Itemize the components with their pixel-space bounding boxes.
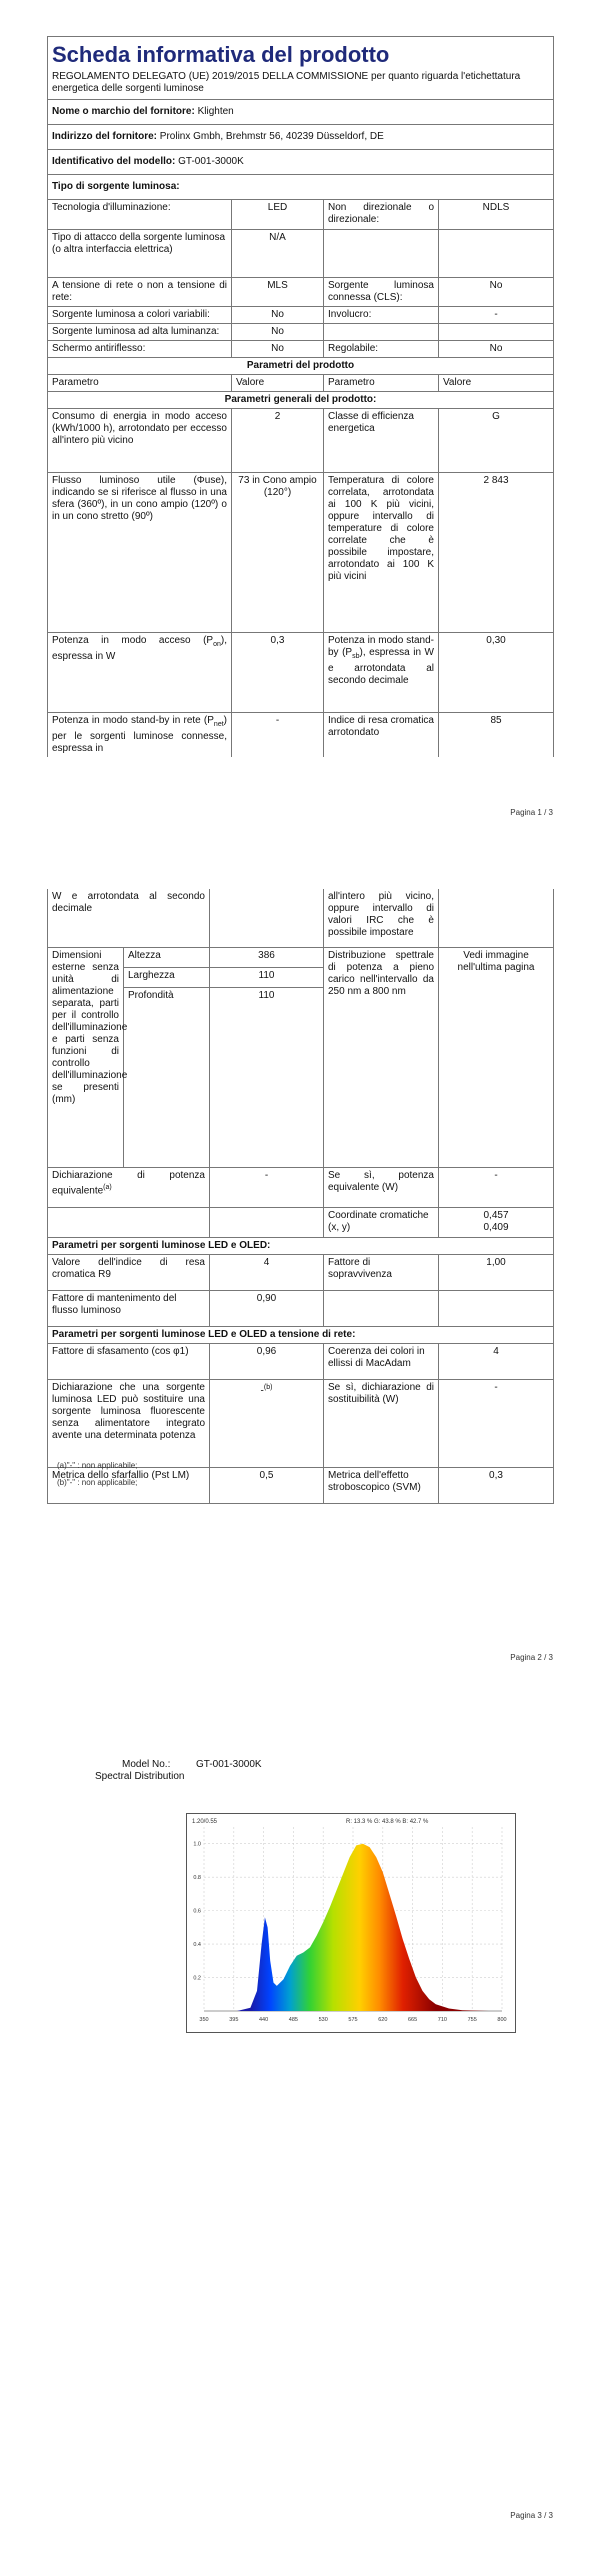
chromaticity-value [439, 1207, 554, 1237]
antiglare-value: No [232, 341, 324, 358]
energy-label: Consumo di energia in modo acceso (kWh/1000 h), arrotondato per eccesso all'intero più vicino [48, 409, 232, 473]
cap-label: Tipo di attacco della sorgente luminosa [52, 232, 226, 243]
dimensions-label: Dimensioni esterne senza unità di alimentazione separata, parti per il controllo dell'illuminazione e parti senza funzioni di controllo dell'illuminazione se presenti (mm) [48, 947, 124, 1167]
dimmable-value: No [439, 341, 554, 358]
spd-label: Distribuzione spettrale di potenza a pieno carico nell'intervallo da 250 nm a 800 nm [324, 947, 439, 1167]
height-label: Altezza [124, 947, 210, 967]
survival-label: Fattore di sopravvivenza [324, 1254, 439, 1290]
replacement-w-value: - [439, 1379, 554, 1467]
maintenance-label: Fattore di mantenimento del flusso luminoso [48, 1290, 210, 1326]
product-info-table-continued [47, 889, 554, 1504]
product-info-table [47, 36, 554, 757]
envelope-value: - [439, 307, 554, 324]
chromaticity-x: 0,457 [483, 1209, 509, 1221]
col-value-2: Valore [439, 375, 554, 392]
source-type-label: Tipo di sorgente luminosa: [48, 175, 554, 200]
regulation-text: REGOLAMENTO DELEGATO (UE) 2019/2015 DELLA COMMISSIONE per quanto riguarda l'etichettatura energetica delle sorgenti luminose [52, 71, 521, 94]
tech-value: LED [232, 200, 324, 230]
col-param-1: Parametro [48, 375, 232, 392]
highlum-value: No [232, 324, 324, 341]
height-value: 386 [210, 947, 324, 967]
depth-label: Profondità [124, 987, 210, 1167]
model-label: Identificativo del modello: [52, 156, 176, 167]
equivalent-w-label: Se sì, potenza equivalente (W) [324, 1167, 439, 1207]
page-number-2: Pagina 2 / 3 [510, 1653, 553, 1662]
x-tick-label: 620 [378, 2017, 388, 2023]
colour-value: No [232, 307, 324, 324]
replacement-value: -$^{(b)}$ [210, 1379, 324, 1467]
led-params-header: Parametri per sorgenti luminose LED e OLED: [48, 1237, 554, 1254]
power-factor-value: 0,96 [210, 1343, 324, 1379]
highlum-label: Sorgente luminosa ad alta luminanza: [48, 324, 232, 341]
flux-label: Flusso luminoso utile (Φuse), indicando se si riferisce al flusso in una sfera (360º), in un cono ampio (120º) o in un cono stretto (90º) [48, 473, 232, 633]
macadam-label: Coerenza dei colori in ellissi di MacAdam [324, 1343, 439, 1379]
cap-label-2: (o altra interfaccia elettrica) [52, 244, 173, 255]
col-value-1: Valore [232, 375, 324, 392]
stroboscopic-value: 0,3 [439, 1467, 554, 1503]
model-no-label: Model No.: [122, 1759, 171, 1770]
replacement-label: Dichiarazione che una sorgente luminosa LED può sostituire una sorgente luminosa fluorescente senza alimentatore integrato avente una determinata potenza [48, 1379, 210, 1467]
x-tick-label: 710 [437, 2017, 447, 2023]
colour-label: Sorgente luminosa a colori variabili: [48, 307, 232, 324]
flicker-label: Metrica dello sfarfallio (Pst LM) [48, 1467, 210, 1503]
spd-value: Vedi immagine nell'ultima pagina [439, 947, 554, 1167]
on-power-value: 0,3 [232, 633, 324, 713]
y-tick-label: 0.4 [193, 1942, 201, 1949]
chart-rgb-ratio: R: 13.3 % G: 43.8 % B: 42.7 % [346, 1819, 429, 1825]
x-tick-label: 575 [348, 2017, 358, 2023]
r9-label: Valore dell'indice di resa cromatica R9 [48, 1254, 210, 1290]
envelope-label: Involucro: [324, 307, 439, 324]
efficiency-class-label: Classe di efficienza energetica [324, 409, 439, 473]
efficiency-class-value: G [439, 409, 554, 473]
supplier-name: Klighten [197, 106, 234, 117]
power-factor-label: Fattore di sfasamento (cos φ1) [48, 1343, 210, 1379]
supplier-name-label: Nome o marchio del fornitore: [52, 106, 195, 117]
energy-value: 2 [232, 409, 324, 473]
network-standby-label-cont: W e arrotondata al secondo decimale [48, 889, 210, 947]
spectral-distribution-label: Spectral Distribution [95, 1771, 185, 1782]
x-tick-label: 440 [259, 2017, 269, 2023]
network-standby-label: Potenza in modo stand-by in rete $(P_{net})$ per le sorgenti luminose connesse, espressa in [48, 713, 232, 758]
width-value: 110 [210, 967, 324, 987]
flicker-value: 0,5 [210, 1467, 324, 1503]
flux-value: 73 in Cono ampio (120°) [232, 473, 324, 633]
cct-value: 2 843 [439, 473, 554, 633]
tech-label: Tecnologia d'illuminazione: [48, 200, 232, 230]
x-tick-label: 485 [288, 2017, 298, 2023]
x-tick-label: 800 [497, 2017, 507, 2023]
x-tick-label: 755 [467, 2017, 477, 2023]
dimmable-label: Regolabile: [324, 341, 439, 358]
network-standby-value: - [232, 713, 324, 758]
standby-power-label: Potenza in modo stand-by $(P_{sb})$, espressa in W e arrotondata al secondo decimale [324, 633, 439, 713]
nondir-label: Non direzionale o direzionale: [324, 200, 439, 230]
x-tick-label: 395 [229, 2017, 239, 2023]
model-id: GT-001-3000K [178, 156, 244, 167]
y-tick-label: 1.0 [193, 1841, 201, 1848]
cap-value: N/A [232, 230, 324, 278]
chart-top-left-note: 1.20/0.55 [192, 1819, 218, 1825]
product-sheet-page-2 [47, 889, 553, 1504]
chromaticity-y: 0,409 [483, 1221, 509, 1233]
survival-value: 1,00 [439, 1254, 554, 1290]
cls-label: Sorgente luminosa connessa (CLS): [324, 278, 439, 307]
page-3 [0, 1705, 603, 2560]
supplier-address-label: Indirizzo del fornitore: [52, 131, 157, 142]
equivalent-power-value: - [210, 1167, 324, 1207]
r9-value: 4 [210, 1254, 324, 1290]
product-sheet-page-1 [47, 36, 553, 757]
footnote-a: (a)"-" : non applicabile; [57, 1461, 138, 1470]
x-tick-label: 665 [408, 2017, 418, 2023]
x-tick-label: 530 [318, 2017, 328, 2023]
cri-label-cont: all'intero più vicino, oppure intervallo di valori IRC che è possibile impostare [324, 889, 439, 947]
y-tick-label: 0.2 [193, 1975, 201, 1982]
on-power-label: Potenza in modo acceso $(P_{on})$, espressa in W [48, 633, 232, 713]
replacement-w-label: Se sì, dichiarazione di sostituibilità (W) [324, 1379, 439, 1467]
footnote-b: (b)"-" : non applicabile; [57, 1478, 138, 1487]
equivalent-w-value: - [439, 1167, 554, 1207]
col-param-2: Parametro [324, 375, 439, 392]
general-params-header: Parametri generali del prodotto: [48, 392, 554, 409]
page-2 [0, 845, 603, 1705]
x-tick-label: 350 [199, 2017, 209, 2023]
page-1 [0, 0, 603, 845]
cri-value: 85 [439, 713, 554, 758]
equivalent-power-label: Dichiarazione di potenza equivalente$^{(a)}$ [48, 1167, 210, 1207]
mains-params-header: Parametri per sorgenti luminose LED e OLED a tensione di rete: [48, 1326, 554, 1343]
cct-label: Temperatura di colore correlata, arrotondata ai 100 K più vicini, oppure intervallo di temperature di colore correlate che è possibile impostare, arrotondato ai 100 K più vicini [324, 473, 439, 633]
stroboscopic-label: Metrica dell'effetto stroboscopico (SVM) [324, 1467, 439, 1503]
document-title: Scheda informativa del prodotto [52, 42, 390, 67]
model-no-value: GT-001-3000K [196, 1759, 262, 1770]
y-tick-label: 0.8 [193, 1875, 201, 1882]
supplier-address: Prolinx Gmbh, Brehmstr 56, 40239 Düsseldorf, DE [159, 131, 384, 142]
depth-value: 110 [210, 987, 324, 1167]
page-number-1: Pagina 1 / 3 [510, 808, 553, 817]
chromaticity-label: Coordinate cromatiche (x, y) [324, 1207, 439, 1237]
cri-label: Indice di resa cromatica arrotondato [324, 713, 439, 758]
spectral-chart [186, 1813, 516, 2033]
params-header: Parametri del prodotto [48, 358, 554, 375]
macadam-value: 4 [439, 1343, 554, 1379]
y-tick-label: 0.6 [193, 1908, 201, 1915]
cls-value: No [439, 278, 554, 307]
mains-label: A tensione di rete o non a tensione di rete: [48, 278, 232, 307]
antiglare-label: Schermo antiriflesso: [48, 341, 232, 358]
page-number-3: Pagina 3 / 3 [510, 2511, 553, 2520]
standby-power-value: 0,30 [439, 633, 554, 713]
width-label: Larghezza [124, 967, 210, 987]
mains-value: MLS [232, 278, 324, 307]
nondir-value: NDLS [439, 200, 554, 230]
maintenance-value: 0,90 [210, 1290, 324, 1326]
